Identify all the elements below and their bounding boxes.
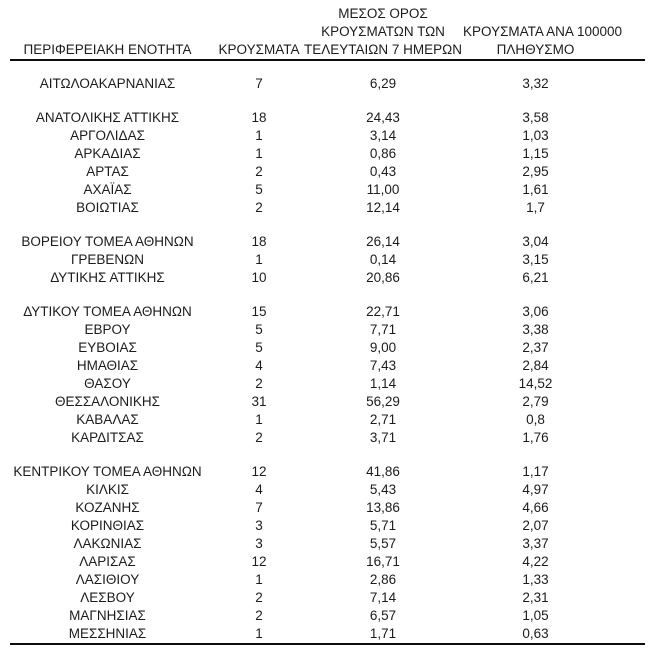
avg7-cell: 26,14 bbox=[366, 234, 400, 249]
table-row bbox=[0, 321, 650, 339]
table-row bbox=[0, 145, 650, 163]
per100k-cell: 14,52 bbox=[518, 376, 553, 391]
per100k-cell: 2,07 bbox=[522, 518, 549, 533]
per100k-cell: 1,76 bbox=[522, 430, 549, 445]
column-header-per-100k-line1: ΚΡΟΥΣΜΑΤΑ ΑΝΑ 100000 bbox=[463, 24, 622, 39]
per100k-cell: 1,33 bbox=[522, 572, 549, 587]
avg7-cell: 6,57 bbox=[369, 608, 397, 623]
region-cell: ΛΑΡΙΣΑΣ bbox=[79, 554, 136, 569]
per100k-cell: 2,84 bbox=[522, 358, 549, 373]
per100k-cell: 4,66 bbox=[522, 500, 549, 515]
per100k-cell: 1,15 bbox=[522, 146, 549, 161]
column-header-region-label: ΠΕΡΙΦΕΡΕΙΑΚΗ ΕΝΟΤΗΤΑ bbox=[23, 42, 192, 57]
row-group bbox=[0, 463, 650, 643]
table-row bbox=[0, 429, 650, 447]
avg7-cell: 0,86 bbox=[369, 146, 397, 161]
per100k-cell: 0,63 bbox=[522, 626, 549, 641]
cases-cell: 1 bbox=[255, 572, 263, 587]
region-cell: ΛΑΣΙΘΙΟΥ bbox=[75, 572, 140, 587]
avg7-cell: 11,00 bbox=[366, 182, 400, 197]
column-header-per-100k bbox=[463, 23, 622, 59]
region-cell: ΛΕΣΒΟΥ bbox=[80, 590, 135, 605]
per100k-cell: 3,06 bbox=[522, 304, 549, 319]
table-row bbox=[0, 571, 650, 589]
table-row bbox=[0, 463, 650, 481]
per100k-cell: 3,32 bbox=[522, 76, 549, 91]
cases-cell: 4 bbox=[255, 482, 263, 497]
avg7-cell: 13,86 bbox=[366, 500, 400, 515]
per100k-cell: 1,61 bbox=[522, 182, 549, 197]
region-cell: ΚΑΒΑΛΑΣ bbox=[76, 412, 139, 427]
table-row bbox=[0, 411, 650, 429]
per100k-cell: 3,38 bbox=[522, 322, 549, 337]
cases-cell: 4 bbox=[255, 358, 263, 373]
per100k-cell: 3,37 bbox=[522, 536, 549, 551]
region-cell: ΚΟΡΙΝΘΙΑΣ bbox=[70, 518, 145, 533]
avg7-cell: 7,14 bbox=[369, 590, 397, 605]
cases-cell: 1 bbox=[255, 128, 263, 143]
region-cell: ΔΥΤΙΚΗΣ ΑΤΤΙΚΗΣ bbox=[50, 270, 165, 285]
header-rule bbox=[10, 59, 645, 61]
row-group bbox=[0, 233, 650, 287]
cases-cell: 7 bbox=[255, 76, 263, 91]
per100k-cell: 2,31 bbox=[522, 590, 549, 605]
cases-cell: 2 bbox=[255, 200, 263, 215]
column-header-7day-average bbox=[303, 5, 463, 59]
per100k-cell: 4,22 bbox=[522, 554, 549, 569]
region-cell: ΛΑΚΩΝΙΑΣ bbox=[73, 536, 142, 551]
region-cell: ΜΕΣΣΗΝΙΑΣ bbox=[68, 626, 147, 641]
per100k-cell: 6,21 bbox=[522, 270, 549, 285]
cases-cell: 2 bbox=[255, 590, 263, 605]
region-cell: ΒΟΡΕΙΟΥ ΤΟΜΕΑ ΑΘΗΝΩΝ bbox=[21, 234, 194, 249]
cases-cell: 2 bbox=[255, 376, 263, 391]
avg7-cell: 24,43 bbox=[366, 110, 400, 125]
column-header-7day-average-line3: ΤΕΛΕΥΤΑΙΩΝ 7 ΗΜΕΡΩΝ bbox=[304, 42, 462, 57]
cases-cell: 1 bbox=[255, 252, 263, 267]
table-row bbox=[0, 303, 650, 321]
region-cell: ΔΥΤΙΚΟΥ ΤΟΜΕΑ ΑΘΗΝΩΝ bbox=[23, 304, 192, 319]
table-row bbox=[0, 625, 650, 643]
table-body bbox=[0, 75, 650, 643]
per100k-cell: 1,03 bbox=[522, 128, 549, 143]
per100k-cell: 2,79 bbox=[522, 394, 549, 409]
cases-cell: 5 bbox=[255, 340, 263, 355]
per100k-cell: 1,05 bbox=[522, 608, 549, 623]
avg7-cell: 2,71 bbox=[369, 412, 397, 427]
region-cell: ΚΙΛΚΙΣ bbox=[86, 482, 129, 497]
avg7-cell: 12,14 bbox=[366, 200, 400, 215]
region-cell: ΑΡΤΑΣ bbox=[86, 164, 129, 179]
table-row bbox=[0, 339, 650, 357]
table-row bbox=[0, 517, 650, 535]
table-row bbox=[0, 481, 650, 499]
per100k-cell: 0,8 bbox=[526, 412, 545, 427]
column-header-7day-average-line2: ΚΡΟΥΣΜΑΤΩΝ ΤΩΝ bbox=[321, 24, 445, 39]
table-row bbox=[0, 251, 650, 269]
per100k-cell: 2,95 bbox=[522, 164, 549, 179]
cases-cell: 10 bbox=[251, 270, 267, 285]
avg7-cell: 7,71 bbox=[369, 322, 397, 337]
cases-cell: 1 bbox=[255, 626, 263, 641]
region-cell: ΒΟΙΩΤΙΑΣ bbox=[76, 200, 139, 215]
column-header-cases bbox=[215, 41, 303, 59]
table-row bbox=[0, 393, 650, 411]
table-row bbox=[0, 233, 650, 251]
per100k-cell: 1,7 bbox=[526, 200, 545, 215]
avg7-cell: 0,14 bbox=[369, 252, 397, 267]
table-row bbox=[0, 589, 650, 607]
avg7-cell: 0,43 bbox=[369, 164, 397, 179]
table-row bbox=[0, 199, 650, 217]
cases-cell: 31 bbox=[251, 394, 267, 409]
avg7-cell: 6,29 bbox=[369, 76, 397, 91]
avg7-cell: 1,71 bbox=[369, 626, 397, 641]
region-cell: ΕΥΒΟΙΑΣ bbox=[78, 340, 137, 355]
region-cell: ΑΧΑΪΑΣ bbox=[83, 182, 132, 197]
cases-cell: 5 bbox=[255, 322, 263, 337]
column-header-region bbox=[0, 41, 215, 59]
cases-cell: 18 bbox=[251, 110, 267, 125]
region-cell: ΘΑΣΟΥ bbox=[84, 376, 131, 391]
avg7-cell: 22,71 bbox=[366, 304, 400, 319]
avg7-cell: 1,14 bbox=[369, 376, 397, 391]
table-row bbox=[0, 607, 650, 625]
region-cell: ΚΑΡΔΙΤΣΑΣ bbox=[71, 430, 144, 445]
row-group bbox=[0, 75, 650, 93]
table-row bbox=[0, 269, 650, 287]
row-group bbox=[0, 303, 650, 447]
avg7-cell: 41,86 bbox=[366, 464, 400, 479]
avg7-cell: 7,43 bbox=[369, 358, 397, 373]
avg7-cell: 3,14 bbox=[369, 128, 397, 143]
per100k-cell: 3,15 bbox=[522, 252, 549, 267]
table-row bbox=[0, 357, 650, 375]
region-cell: ΑΡΚΑΔΙΑΣ bbox=[74, 146, 141, 161]
avg7-cell: 5,57 bbox=[369, 536, 397, 551]
table-header-row bbox=[0, 0, 650, 59]
region-cell: ΚΕΝΤΡΙΚΟΥ ΤΟΜΕΑ ΑΘΗΝΩΝ bbox=[13, 464, 202, 479]
avg7-cell: 20,86 bbox=[366, 270, 400, 285]
avg7-cell: 3,71 bbox=[369, 430, 397, 445]
table-row bbox=[0, 553, 650, 571]
cases-cell: 7 bbox=[255, 500, 263, 515]
per100k-cell: 2,37 bbox=[522, 340, 549, 355]
cases-cell: 2 bbox=[255, 430, 263, 445]
row-group bbox=[0, 109, 650, 217]
table-row bbox=[0, 181, 650, 199]
table-row bbox=[0, 499, 650, 517]
region-cell: ΜΑΓΝΗΣΙΑΣ bbox=[69, 608, 146, 623]
cases-cell: 12 bbox=[251, 464, 267, 479]
table-row bbox=[0, 163, 650, 181]
region-cell: ΑΡΓΟΛΙΔΑΣ bbox=[70, 128, 145, 143]
cases-cell: 1 bbox=[255, 146, 263, 161]
table-row bbox=[0, 109, 650, 127]
avg7-cell: 5,71 bbox=[369, 518, 397, 533]
per100k-cell: 3,04 bbox=[522, 234, 549, 249]
region-cell: ΗΜΑΘΙΑΣ bbox=[76, 358, 139, 373]
region-cell: ΚΟΖΑΝΗΣ bbox=[75, 500, 140, 515]
cases-cell: 2 bbox=[255, 164, 263, 179]
cases-cell: 12 bbox=[251, 554, 267, 569]
table-row bbox=[0, 127, 650, 145]
region-cell: ΕΒΡΟΥ bbox=[84, 322, 131, 337]
cases-cell: 3 bbox=[255, 518, 263, 533]
cases-cell: 5 bbox=[255, 182, 263, 197]
cases-cell: 2 bbox=[255, 608, 263, 623]
region-cell: ΘΕΣΣΑΛΟΝΙΚΗΣ bbox=[54, 394, 161, 409]
table-row bbox=[0, 375, 650, 393]
avg7-cell: 5,43 bbox=[369, 482, 397, 497]
avg7-cell: 56,29 bbox=[366, 394, 400, 409]
column-header-7day-average-line1: ΜΕΣΟΣ ΟΡΟΣ bbox=[338, 6, 428, 21]
cases-cell: 15 bbox=[251, 304, 267, 319]
table-row bbox=[0, 75, 650, 93]
region-cell: ΑΝΑΤΟΛΙΚΗΣ ΑΤΤΙΚΗΣ bbox=[35, 110, 180, 125]
cases-cell: 3 bbox=[255, 536, 263, 551]
per100k-cell: 3,58 bbox=[522, 110, 549, 125]
avg7-cell: 2,86 bbox=[369, 572, 397, 587]
avg7-cell: 9,00 bbox=[369, 340, 397, 355]
cases-cell: 18 bbox=[251, 234, 267, 249]
cases-cell: 1 bbox=[255, 412, 263, 427]
per100k-cell: 4,97 bbox=[522, 482, 549, 497]
bottom-rule bbox=[10, 643, 645, 645]
column-header-per-100k-line2: ΠΛΗΘΥΣΜΟ bbox=[496, 42, 575, 57]
table-row bbox=[0, 535, 650, 553]
region-cell: ΓΡΕΒΕΝΩΝ bbox=[70, 252, 145, 267]
region-cell: ΑΙΤΩΛΟΑΚΑΡΝΑΝΙΑΣ bbox=[39, 76, 176, 91]
column-header-cases-label: ΚΡΟΥΣΜΑΤΑ bbox=[218, 42, 300, 57]
per100k-cell: 1,17 bbox=[522, 464, 549, 479]
avg7-cell: 16,71 bbox=[366, 554, 400, 569]
